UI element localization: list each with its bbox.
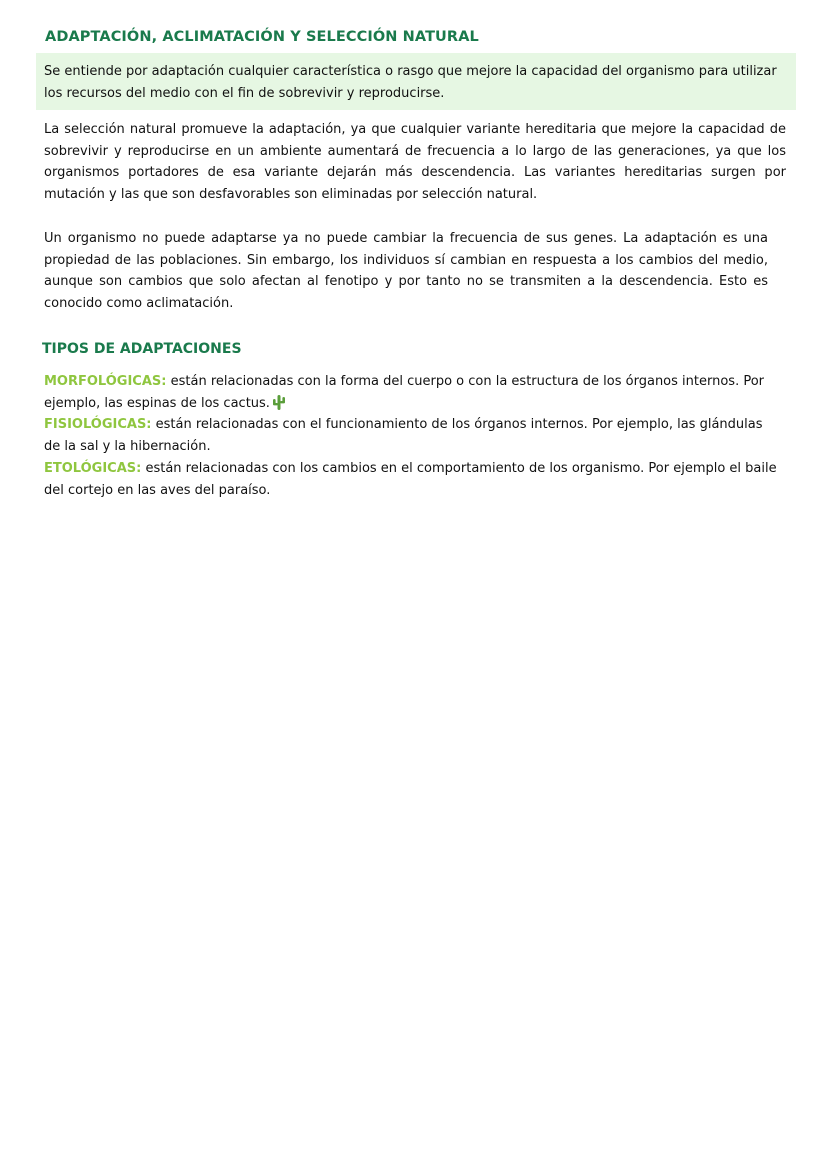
- type-ethological: [44, 458, 779, 501]
- type-description: están relacionadas con los cambios en el comportamiento de los organismo. Por ejemplo el baile del cortejo en las aves del paraíso.: [44, 460, 777, 498]
- definition-text: Se entiende por adaptación cualquier característica o rasgo que mejore la capacidad del organismo para utilizar los recursos del medio con el fin de sobrevivir y reproducirse.: [44, 64, 777, 101]
- type-label: MORFOLÓGICAS:: [44, 374, 167, 389]
- definition-box: [36, 53, 796, 110]
- paragraph-natural-selection: La selección natural promueve la adaptación, ya que cualquier variante hereditaria que mejore la capacidad de sobrevivir y reproducirse en un ambiente aumentará de frecuencia a lo largo de las generaciones, ya que los organismos portadores de esa variante dejarán más descendencia. Las variantes hereditarias surgen por mutación y las que son desfavorables son eliminadas por selección natural.: [44, 122, 786, 203]
- type-label: ETOLÓGICAS:: [44, 460, 142, 476]
- paragraph-acclimatization: Un organismo no puede adaptarse ya no puede cambiar la frecuencia de sus genes. La adaptación es una propiedad de las poblaciones. Sin embargo, los individuos sí cambian en respuesta a los cambios del medio, aunque son cambios que solo afectan al fenotipo y por tanto no se transmiten a la descendencia. Esto es conocido como aclimatación.: [44, 231, 768, 312]
- cactus-icon: [272, 394, 286, 410]
- types-heading: TIPOS DE ADAPTACIONES: [42, 341, 242, 357]
- type-morphological: [44, 371, 779, 414]
- page-title: ADAPTACIÓN, ACLIMATACIÓN Y SELECCIÓN NATURAL: [45, 29, 479, 45]
- type-description: están relacionadas con la forma del cuerpo o con la estructura de los órganos internos. Por ejemplo, las espinas de los cactus.: [44, 374, 765, 411]
- type-physiological: [44, 414, 779, 457]
- adaptation-types-list: [44, 371, 779, 501]
- type-label: FISIOLÓGICAS:: [44, 417, 152, 433]
- type-description: están relacionadas con el funcionamiento de los órganos internos. Por ejemplo, las glándulas de la sal y la hibernación.: [44, 417, 763, 455]
